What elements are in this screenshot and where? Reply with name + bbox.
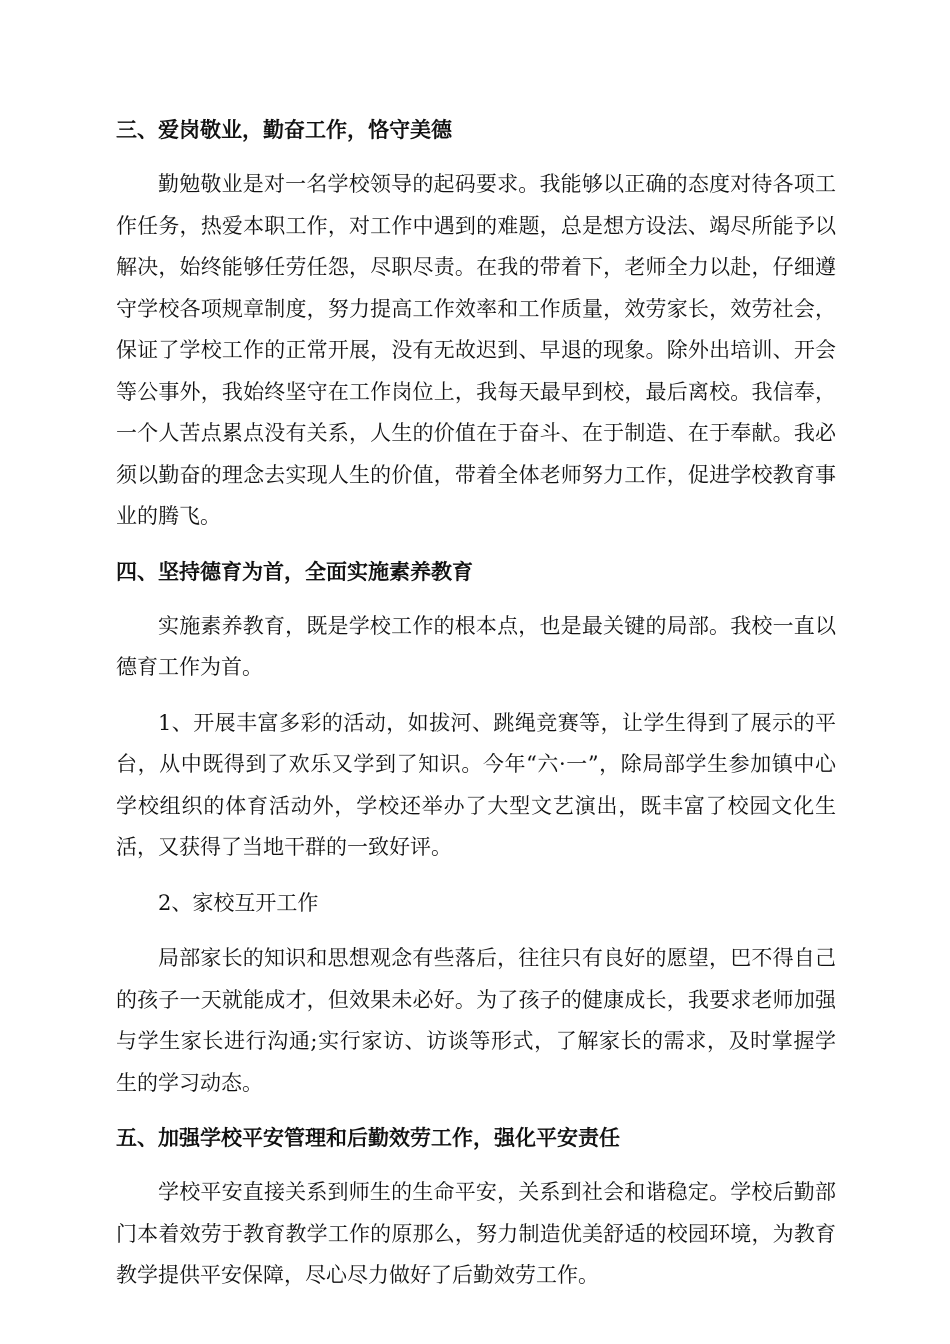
paragraph: 局部家长的知识和思想观念有些落后，往往只有良好的愿望，巴不得自己的孩子一天就能成才，但效果未必好。为了孩子的健康成长，我要求老师加强与学生家长进行沟通;实行家访、访谈等形式，了解家长的需求，及时掌握学生的学习动态。	[116, 946, 836, 1095]
spacer	[116, 150, 836, 164]
section-heading-5: 五、加强学校平安管理和后勤效劳工作，强化平安责任	[116, 1126, 620, 1150]
paragraph: 1、开展丰富多彩的活动，如拔河、跳绳竞赛等，让学生得到了展示的平台，从中既得到了欢乐又学到了知识。今年“六·一”，除局部学生参加镇中心学校组织的体育活动外，学校还举办了大型文艺演出，既丰富了校园文化生活，又获得了当地干群的一致好评。	[116, 710, 836, 859]
section-heading-4: 四、坚持德育为首，全面实施素养教育	[116, 559, 473, 584]
paragraph: 实施素养教育，既是学校工作的根本点，也是最关键的局部。我校一直以德育工作为首。	[116, 613, 836, 679]
spacer	[116, 1104, 836, 1118]
spacer	[116, 689, 836, 703]
spacer	[116, 592, 836, 606]
spacer	[116, 924, 836, 938]
paragraph: 学校平安直接关系到师生的生命平安，关系到社会和谐稳定。学校后勤部门本着效劳于教育教学工作的原那么，努力制造优美舒适的校园环境，为教育教学提供平安保障，尽心尽力做好了后勤效劳工作。	[116, 1180, 836, 1287]
section-heading-3: 三、爱岗敬业，勤奋工作，恪守美德	[116, 118, 452, 142]
spacer	[116, 1158, 836, 1172]
document-page	[116, 110, 836, 1297]
paragraph: 勤勉敬业是对一名学校领导的起码要求。我能够以正确的态度对待各项工作任务，热爱本职工作，对工作中遇到的难题，总是想方设法、竭尽所能予以解决，始终能够任劳任怨，尽职尽责。在我的带着下，老师全力以赴，仔细遵守学校各项规章制度，努力提高工作效率和工作质量，效劳家长，效劳社会，保证了学校工作的正常开展，没有无故迟到、早退的现象。除外出培训、开会等公事外，我始终坚守在工作岗位上，我每天最早到校，最后离校。我信奉，一个人苦点累点没有关系，人生的价值在于奋斗、在于制造、在于奉献。我必须以勤奋的理念去实现人生的价值，带着全体老师努力工作，促进学校教育事业的腾飞。	[116, 172, 836, 528]
spacer	[116, 538, 836, 552]
spacer	[116, 869, 836, 883]
paragraph: 2、家校互开工作	[158, 890, 319, 915]
